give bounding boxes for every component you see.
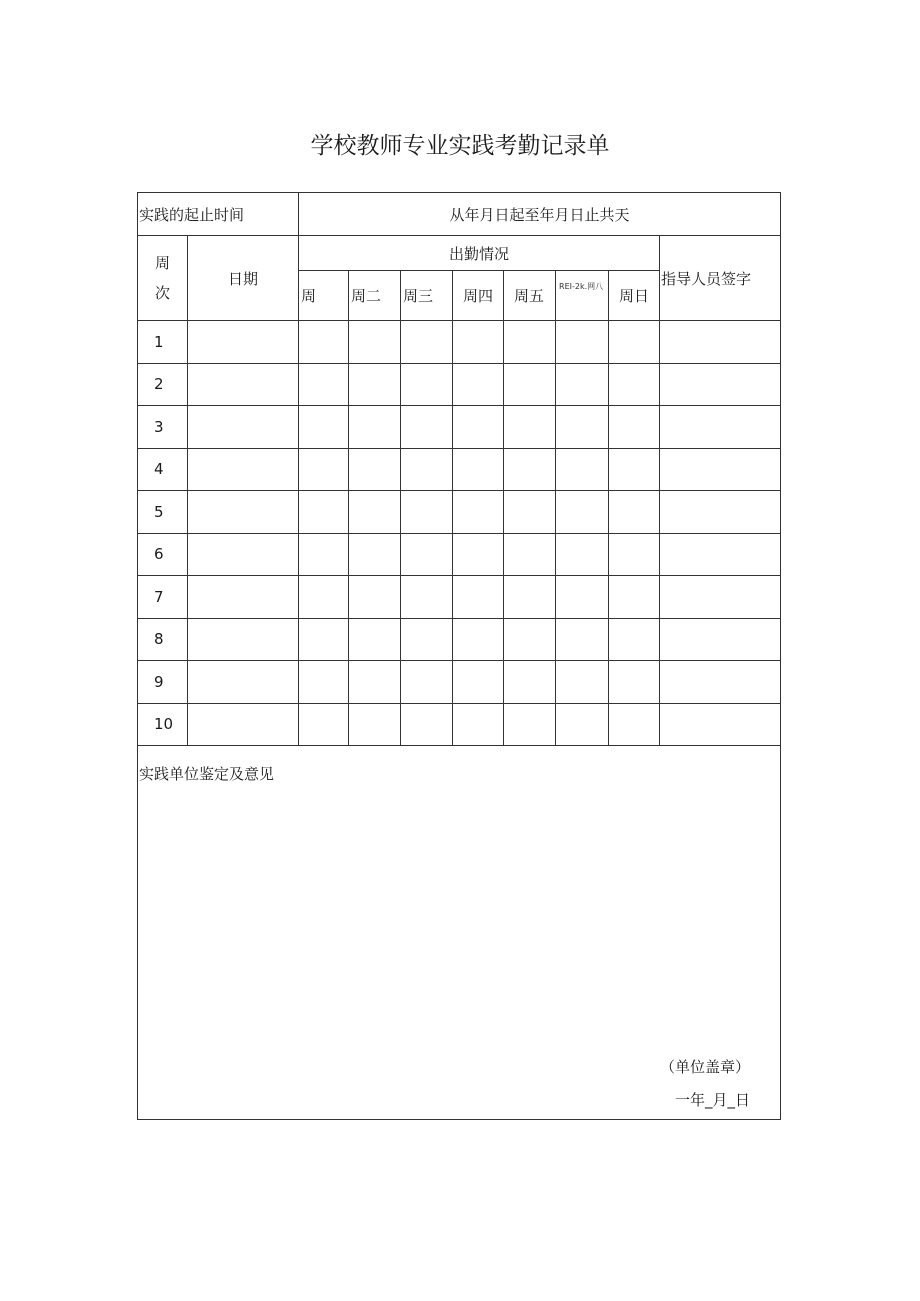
- date-cell[interactable]: [188, 703, 299, 746]
- thu-cell[interactable]: [453, 533, 504, 576]
- table-row: [138, 448, 781, 491]
- signature-cell[interactable]: [660, 703, 781, 746]
- wed-cell[interactable]: [401, 618, 453, 661]
- table-row: [138, 321, 781, 364]
- sat-cell[interactable]: [556, 491, 609, 534]
- thu-cell[interactable]: [453, 491, 504, 534]
- mon-cell[interactable]: [299, 448, 349, 491]
- wed-cell[interactable]: [401, 448, 453, 491]
- data-rows: [138, 321, 781, 746]
- signature-cell[interactable]: [660, 321, 781, 364]
- tue-cell[interactable]: [349, 321, 401, 364]
- fri-cell[interactable]: [504, 576, 556, 619]
- tue-cell[interactable]: [349, 703, 401, 746]
- wed-cell[interactable]: [401, 491, 453, 534]
- mon-cell[interactable]: [299, 363, 349, 406]
- mon-cell[interactable]: [299, 491, 349, 534]
- sat-cell[interactable]: [556, 533, 609, 576]
- thu-cell[interactable]: [453, 406, 504, 449]
- wed-cell[interactable]: [401, 661, 453, 704]
- tue-cell[interactable]: [349, 576, 401, 619]
- table-row: [138, 618, 781, 661]
- date-cell[interactable]: [188, 448, 299, 491]
- mon-cell[interactable]: [299, 533, 349, 576]
- table-row: [138, 576, 781, 619]
- week-header-line-1: 周: [154, 254, 170, 272]
- form-title: 学校教师专业实践考勤记录单: [310, 133, 610, 159]
- date-cell[interactable]: [188, 576, 299, 619]
- day-header-tue: 周二: [349, 271, 401, 321]
- tue-cell[interactable]: [349, 406, 401, 449]
- attendance-table: [137, 192, 781, 1120]
- mon-cell[interactable]: [299, 703, 349, 746]
- table-row: [138, 533, 781, 576]
- fri-cell[interactable]: [504, 618, 556, 661]
- supervisor-signature-header: 指导人员签字: [660, 236, 781, 321]
- sat-cell[interactable]: [556, 448, 609, 491]
- attendance-header: 出勤情况: [299, 236, 660, 271]
- practice-period-value: 从年月日起至年月日止共天: [299, 193, 781, 236]
- week-number-header: [138, 236, 188, 321]
- thu-cell[interactable]: [453, 618, 504, 661]
- thu-cell[interactable]: [453, 321, 504, 364]
- sat-cell[interactable]: [556, 618, 609, 661]
- mon-cell[interactable]: [299, 661, 349, 704]
- sat-cell[interactable]: [556, 661, 609, 704]
- sun-cell[interactable]: [609, 406, 660, 449]
- evaluation-cell[interactable]: [138, 746, 781, 1120]
- sat-cell[interactable]: [556, 363, 609, 406]
- week-number-cell: 3: [138, 406, 188, 449]
- sat-cell[interactable]: [556, 576, 609, 619]
- fri-cell[interactable]: [504, 533, 556, 576]
- fri-cell[interactable]: [504, 703, 556, 746]
- sun-cell[interactable]: [609, 703, 660, 746]
- sun-cell[interactable]: [609, 363, 660, 406]
- week-number-cell: 7: [138, 576, 188, 619]
- evaluation-label: 实践单位鉴定及意见: [139, 765, 275, 783]
- practice-period-row: [138, 193, 781, 236]
- week-number-cell: 1: [138, 321, 188, 364]
- table-row: [138, 703, 781, 746]
- week-number-cell: 5: [138, 491, 188, 534]
- mon-cell[interactable]: [299, 406, 349, 449]
- thu-cell[interactable]: [453, 363, 504, 406]
- fri-cell[interactable]: [504, 406, 556, 449]
- fri-cell[interactable]: [504, 321, 556, 364]
- week-number-cell: 4: [138, 448, 188, 491]
- tue-cell[interactable]: [349, 661, 401, 704]
- signature-cell[interactable]: [660, 363, 781, 406]
- mon-cell[interactable]: [299, 576, 349, 619]
- wed-cell[interactable]: [401, 576, 453, 619]
- date-cell[interactable]: [188, 321, 299, 364]
- fri-cell[interactable]: [504, 363, 556, 406]
- sun-cell[interactable]: [609, 618, 660, 661]
- attendance-form: [137, 192, 780, 1111]
- week-number-cell: 10: [138, 703, 188, 746]
- day-header-wed: 周三: [401, 271, 453, 321]
- mon-cell[interactable]: [299, 321, 349, 364]
- date-cell[interactable]: [188, 363, 299, 406]
- tue-cell[interactable]: [349, 491, 401, 534]
- sat-cell[interactable]: [556, 703, 609, 746]
- sun-cell[interactable]: [609, 491, 660, 534]
- tue-cell[interactable]: [349, 363, 401, 406]
- thu-cell[interactable]: [453, 661, 504, 704]
- date-cell[interactable]: [188, 406, 299, 449]
- week-number-cell: 8: [138, 618, 188, 661]
- sun-cell[interactable]: [609, 576, 660, 619]
- wed-cell[interactable]: [401, 363, 453, 406]
- tue-cell[interactable]: [349, 618, 401, 661]
- thu-cell[interactable]: [453, 448, 504, 491]
- table-row: [138, 661, 781, 704]
- fri-cell[interactable]: [504, 661, 556, 704]
- wed-cell[interactable]: [401, 533, 453, 576]
- date-cell[interactable]: [188, 491, 299, 534]
- wed-cell[interactable]: [401, 321, 453, 364]
- sat-cell[interactable]: [556, 321, 609, 364]
- sun-cell[interactable]: [609, 321, 660, 364]
- thu-cell[interactable]: [453, 703, 504, 746]
- signature-cell[interactable]: [660, 661, 781, 704]
- mon-cell[interactable]: [299, 618, 349, 661]
- fri-cell[interactable]: [504, 491, 556, 534]
- day-header-thu: 周四: [453, 271, 504, 321]
- evaluation-date: 一年_月_日: [675, 1091, 751, 1109]
- signature-cell[interactable]: [660, 491, 781, 534]
- wed-cell[interactable]: [401, 703, 453, 746]
- fri-cell[interactable]: [504, 448, 556, 491]
- signature-cell[interactable]: [660, 618, 781, 661]
- signature-cell[interactable]: [660, 533, 781, 576]
- sun-cell[interactable]: [609, 661, 660, 704]
- day-header-sun: 周日: [609, 271, 660, 321]
- sun-cell[interactable]: [609, 448, 660, 491]
- day-header-sat: REI-2k.网八: [556, 271, 609, 321]
- week-header-line-2: 次: [154, 284, 170, 302]
- table-row: [138, 406, 781, 449]
- tue-cell[interactable]: [349, 533, 401, 576]
- date-header: 日期: [188, 236, 299, 321]
- date-cell[interactable]: [188, 661, 299, 704]
- table-row: [138, 363, 781, 406]
- day-header-fri: 周五: [504, 271, 556, 321]
- signature-cell[interactable]: [660, 576, 781, 619]
- thu-cell[interactable]: [453, 576, 504, 619]
- table-row: [138, 491, 781, 534]
- sat-cell[interactable]: [556, 406, 609, 449]
- date-cell[interactable]: [188, 533, 299, 576]
- wed-cell[interactable]: [401, 406, 453, 449]
- header-row-1: [138, 236, 781, 271]
- week-number-cell: 2: [138, 363, 188, 406]
- week-number-cell: 9: [138, 661, 188, 704]
- sun-cell[interactable]: [609, 533, 660, 576]
- signature-cell[interactable]: [660, 406, 781, 449]
- unit-stamp-label: （单位盖章）: [660, 1058, 751, 1076]
- signature-cell[interactable]: [660, 448, 781, 491]
- week-number-cell: 6: [138, 533, 188, 576]
- day-header-mon: 周: [299, 271, 349, 321]
- evaluation-row: [138, 746, 781, 1120]
- tue-cell[interactable]: [349, 448, 401, 491]
- practice-period-label: 实践的起止时间: [138, 193, 299, 236]
- date-cell[interactable]: [188, 618, 299, 661]
